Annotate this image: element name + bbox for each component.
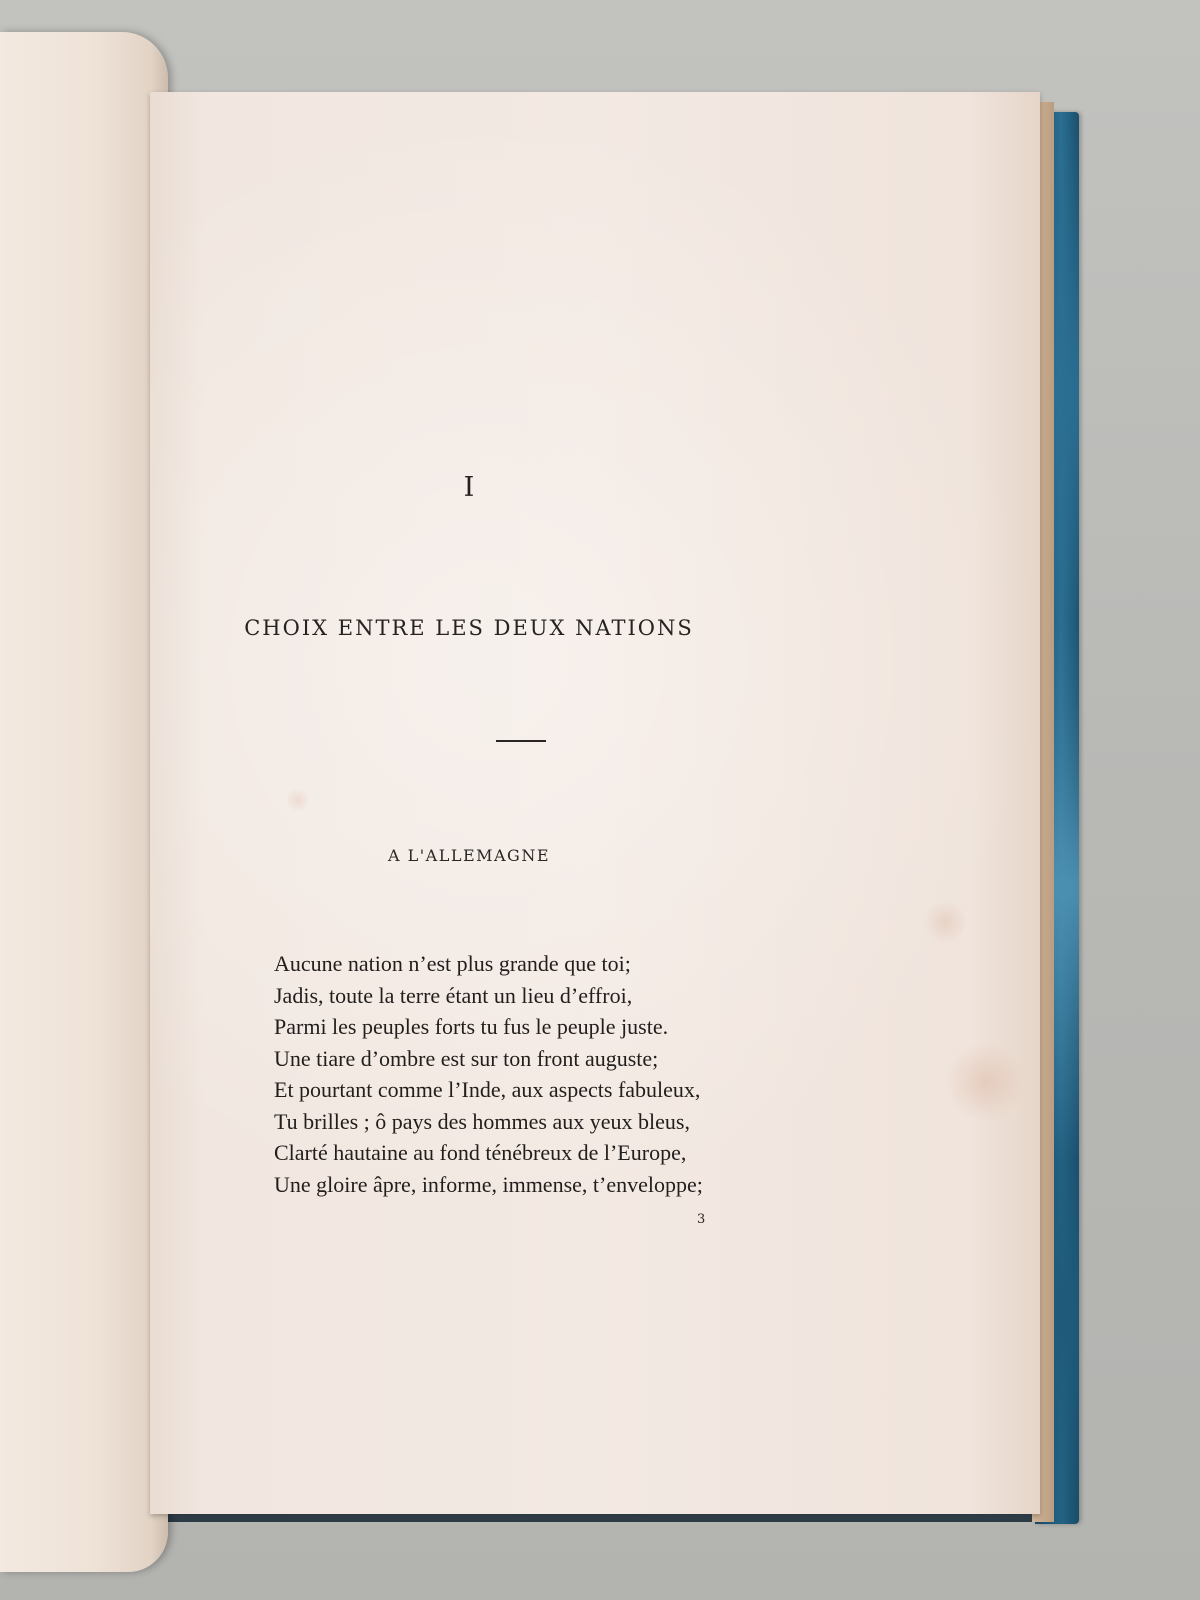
verse-line: Clarté hautaine au fond ténébreux de l’Europe, (274, 1140, 687, 1165)
verse-line: Une gloire âpre, informe, immense, t’enveloppe; (274, 1171, 703, 1197)
right-page (150, 92, 1040, 1514)
chapter-numeral: I (463, 472, 475, 503)
separator-rule (496, 740, 546, 742)
verse-line: Aucune nation n’est plus grande que toi; (274, 951, 631, 976)
verse-line: Une tiare d’ombre est sur ton front auguste; (274, 1045, 659, 1071)
chapter-title: CHOIX ENTRE LES DEUX NATIONS (244, 616, 694, 640)
poem-title: A L'ALLEMAGNE (387, 846, 551, 865)
verse-line: Tu brilles ; ô pays des hommes aux yeux bleus, (274, 1108, 690, 1134)
poem-verses (274, 948, 703, 1200)
left-page-curl (0, 32, 168, 1572)
verse-line: Et pourtant comme l’Inde, aux aspects fabuleux, (274, 1077, 701, 1102)
verse-line: Jadis, toute la terre étant un lieu d’effroi, (274, 982, 633, 1008)
page-number: 3 (697, 1212, 706, 1227)
verse-line: Parmi les peuples forts tu fus le peuple juste. (274, 1014, 669, 1039)
